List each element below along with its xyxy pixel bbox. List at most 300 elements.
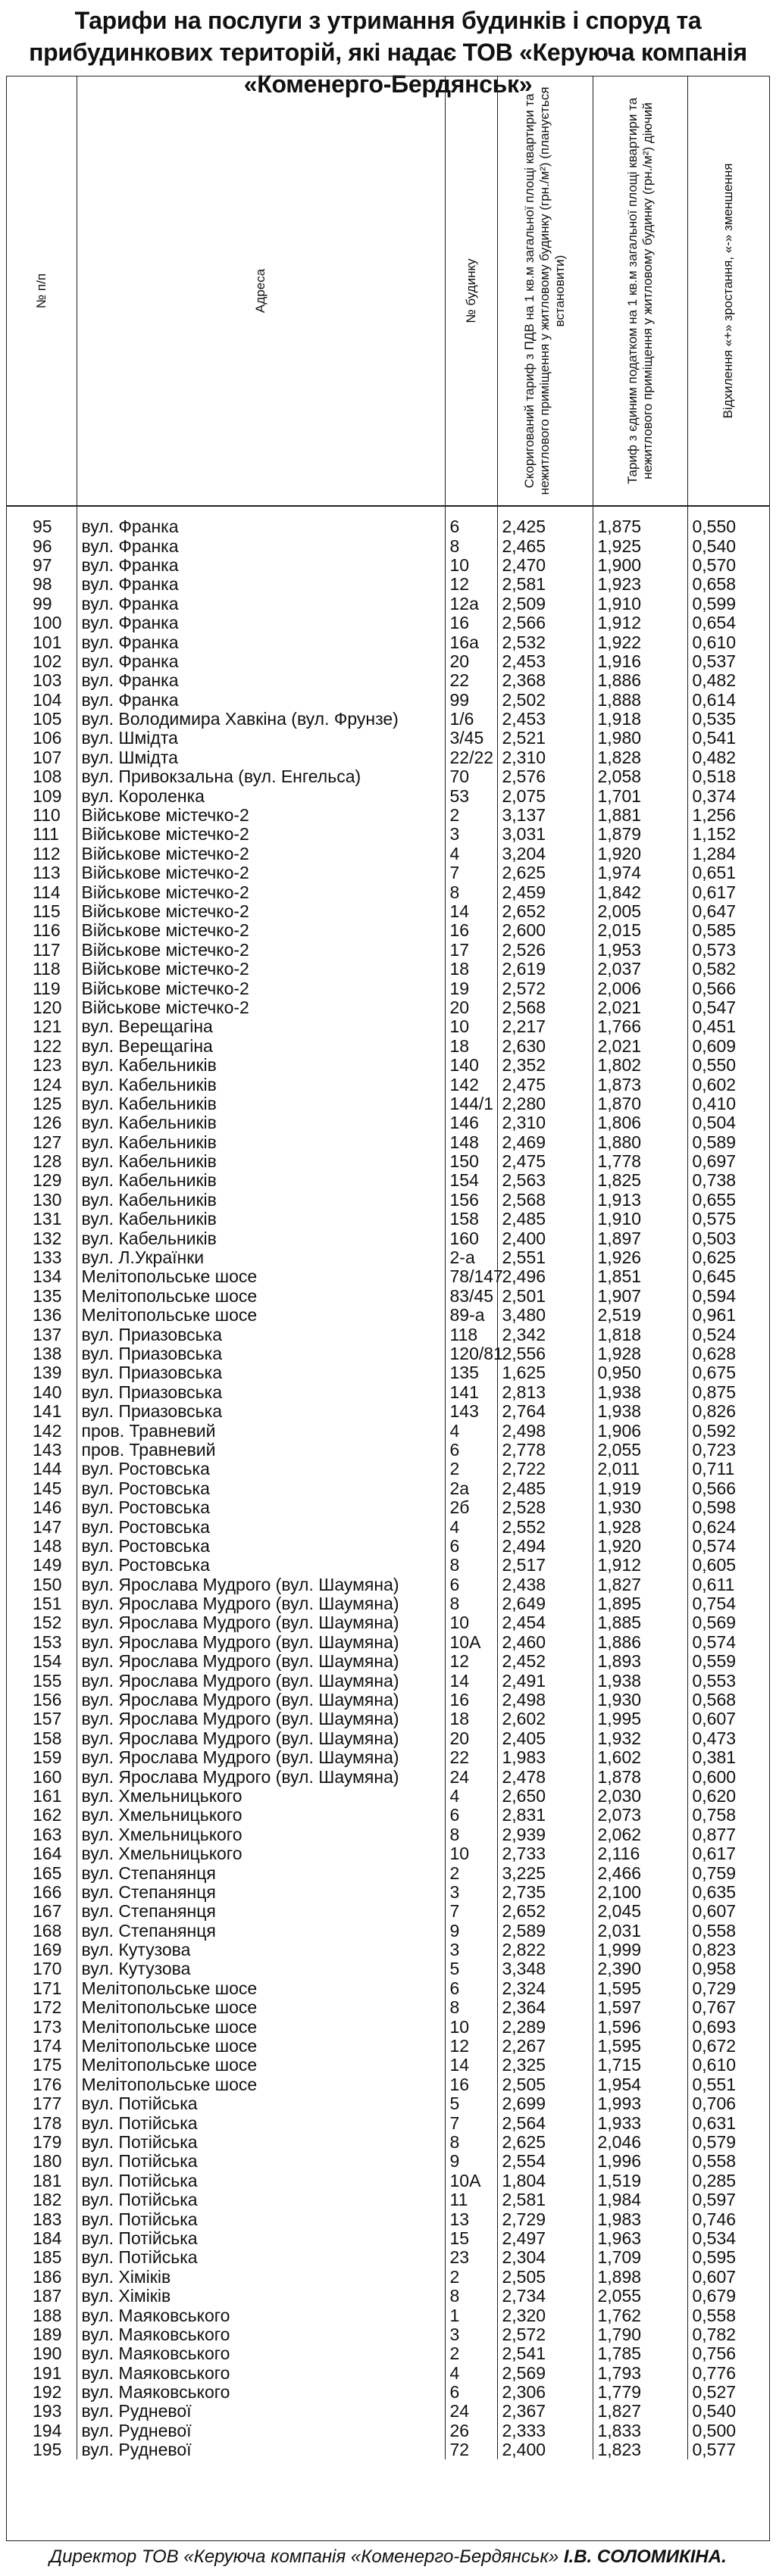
tariff-vat-cell: 2,491 [497, 1671, 593, 1690]
address-cell: вул. Кабельників [77, 1210, 445, 1229]
tariff-vat-cell: 2,734 [497, 2287, 593, 2306]
deviation-cell: 0,958 [687, 1959, 769, 1978]
deviation-cell: 0,381 [687, 1748, 769, 1767]
house-number-cell: 18 [445, 1710, 497, 1728]
tariff-vat-cell: 2,652 [497, 902, 593, 921]
table-row [7, 1441, 769, 1460]
tariff-single-cell: 2,011 [593, 1460, 687, 1478]
tariff-vat-cell: 2,509 [497, 595, 593, 614]
deviation-cell: 0,611 [687, 1575, 769, 1594]
tariff-single-cell: 2,005 [593, 902, 687, 921]
table-row [7, 1075, 769, 1094]
house-number-cell: 1/6 [445, 710, 497, 729]
table-row [7, 1152, 769, 1171]
deviation-cell: 0,582 [687, 960, 769, 979]
tariff-single-cell: 1,995 [593, 1710, 687, 1728]
address-cell: Військове містечко-2 [77, 960, 445, 979]
tariff-vat-cell: 2,576 [497, 767, 593, 786]
header-tariff-single-label: Тариф з єдиним податком на 1 кв.м загальної площі квартири та нежитлового приміщення у житловому будинку (грн./м²) діючий [624, 97, 655, 485]
tariff-single-cell: 1,888 [593, 691, 687, 710]
tariff-single-cell: 2,046 [593, 2133, 687, 2152]
row-number: 195 [7, 2440, 77, 2459]
tariff-single-cell: 1,878 [593, 1767, 687, 1786]
table-row [7, 1748, 769, 1767]
table-row [7, 1959, 769, 1978]
tariff-vat-cell: 2,650 [497, 1787, 593, 1806]
header-deviation [687, 76, 769, 506]
tariff-single-cell: 1,519 [593, 2172, 687, 2190]
tariff-vat-cell: 2,652 [497, 1902, 593, 1921]
tariff-single-cell: 1,963 [593, 2229, 687, 2248]
row-number: 167 [7, 1902, 77, 1921]
row-number: 176 [7, 2075, 77, 2094]
deviation-cell: 0,711 [687, 1460, 769, 1478]
house-number-cell: 24 [445, 1767, 497, 1786]
deviation-cell: 0,625 [687, 1248, 769, 1267]
tariff-single-cell: 1,828 [593, 748, 687, 767]
deviation-cell: 0,607 [687, 1710, 769, 1728]
tariff-single-cell: 2,055 [593, 2287, 687, 2306]
deviation-cell: 0,651 [687, 863, 769, 882]
tariff-single-cell: 1,715 [593, 2056, 687, 2075]
house-number-cell: 2 [445, 2268, 497, 2287]
tariff-vat-cell: 2,485 [497, 1479, 593, 1498]
row-number: 100 [7, 614, 77, 632]
house-number-cell: 12а [445, 595, 497, 614]
deviation-cell: 0,754 [687, 1594, 769, 1613]
row-number: 174 [7, 2037, 77, 2056]
address-cell: вул. Хмельницького [77, 1806, 445, 1825]
table-row [7, 863, 769, 882]
tariff-vat-cell: 1,983 [497, 1748, 593, 1767]
row-number: 158 [7, 1729, 77, 1748]
table-row [7, 845, 769, 863]
address-cell: вул. Степанянця [77, 1902, 445, 1921]
house-number-cell: 7 [445, 1902, 497, 1921]
tariff-single-cell: 1,912 [593, 1556, 687, 1575]
deviation-cell: 0,738 [687, 1171, 769, 1190]
address-cell: вул. Франка [77, 632, 445, 651]
tariff-single-cell: 1,778 [593, 1152, 687, 1171]
tariff-single-cell: 1,938 [593, 1402, 687, 1421]
row-number: 181 [7, 2172, 77, 2190]
row-number: 120 [7, 998, 77, 1017]
tariff-single-cell: 1,596 [593, 2017, 687, 2036]
address-cell: вул. Приазовська [77, 1363, 445, 1382]
tariff-single-cell: 1,779 [593, 2383, 687, 2402]
table-row [7, 1037, 769, 1056]
row-number: 180 [7, 2152, 77, 2171]
address-cell: вул. Маяковського [77, 2364, 445, 2383]
house-number-cell: 158 [445, 1210, 497, 1229]
table-row [7, 1729, 769, 1748]
deviation-cell: 0,826 [687, 1402, 769, 1421]
address-cell: вул. Ростовська [77, 1556, 445, 1575]
deviation-cell: 0,672 [687, 2037, 769, 2056]
deviation-cell: 0,607 [687, 2268, 769, 2287]
row-number: 155 [7, 1671, 77, 1690]
deviation-cell: 0,473 [687, 1729, 769, 1748]
tariff-single-cell: 1,928 [593, 1517, 687, 1536]
tariff-vat-cell: 2,572 [497, 2325, 593, 2344]
table-row [7, 1863, 769, 1882]
row-number: 133 [7, 1248, 77, 1267]
row-number: 166 [7, 1883, 77, 1902]
tariff-vat-cell: 2,310 [497, 748, 593, 767]
table-row [7, 1575, 769, 1594]
deviation-cell: 0,697 [687, 1152, 769, 1171]
row-number: 160 [7, 1767, 77, 1786]
house-number-cell: 154 [445, 1171, 497, 1190]
row-number: 192 [7, 2383, 77, 2402]
tariff-vat-cell: 2,475 [497, 1152, 593, 1171]
house-number-cell: 9 [445, 1922, 497, 1941]
row-number: 149 [7, 1556, 77, 1575]
row-number: 187 [7, 2287, 77, 2306]
tariff-vat-cell: 2,075 [497, 786, 593, 805]
deviation-cell: 0,756 [687, 2344, 769, 2363]
deviation-cell: 0,609 [687, 1037, 769, 1056]
tariff-vat-cell: 2,722 [497, 1460, 593, 1478]
tariff-vat-cell: 2,566 [497, 614, 593, 632]
table-row [7, 1017, 769, 1036]
address-cell: вул. Степанянця [77, 1883, 445, 1902]
tariff-vat-cell: 2,778 [497, 1441, 593, 1460]
address-cell: Військове містечко-2 [77, 998, 445, 1017]
tariff-single-cell: 1,602 [593, 1748, 687, 1767]
row-number: 121 [7, 1017, 77, 1036]
house-number-cell: 89-а [445, 1306, 497, 1325]
house-number-cell: 53 [445, 786, 497, 805]
deviation-cell: 0,534 [687, 2229, 769, 2248]
house-number-cell: 1 [445, 2306, 497, 2325]
house-number-cell: 22/22 [445, 748, 497, 767]
deviation-cell: 0,620 [687, 1787, 769, 1806]
deviation-cell: 0,566 [687, 1479, 769, 1498]
deviation-cell: 0,658 [687, 575, 769, 594]
table-row [7, 941, 769, 960]
tariff-single-cell: 2,021 [593, 1037, 687, 1056]
tariff-single-cell: 1,938 [593, 1671, 687, 1690]
tariff-vat-cell: 2,465 [497, 536, 593, 555]
table-row [7, 825, 769, 844]
address-cell: вул. Приазовська [77, 1402, 445, 1421]
tariff-single-cell: 1,996 [593, 2152, 687, 2171]
house-number-cell: 6 [445, 1441, 497, 1460]
tariff-single-cell: 2,519 [593, 1306, 687, 1325]
address-cell: вул. Потійська [77, 2248, 445, 2267]
deviation-cell: 0,647 [687, 902, 769, 921]
table-row [7, 2094, 769, 2113]
tariff-vat-cell: 2,498 [497, 1421, 593, 1440]
header-tariff-single [593, 76, 687, 506]
row-number: 138 [7, 1344, 77, 1363]
deviation-cell: 0,645 [687, 1267, 769, 1286]
header-tariff-vat [497, 76, 593, 506]
house-number-cell: 10А [445, 2172, 497, 2190]
house-number-cell: 8 [445, 1998, 497, 2017]
house-number-cell: 10 [445, 1844, 497, 1863]
address-cell: вул. Ростовська [77, 1537, 445, 1556]
house-number-cell: 135 [445, 1363, 497, 1382]
address-cell: вул. Кабельників [77, 1152, 445, 1171]
tariff-single-cell: 1,932 [593, 1729, 687, 1748]
deviation-cell: 0,540 [687, 536, 769, 555]
table-row [7, 1306, 769, 1325]
house-number-cell: 2 [445, 806, 497, 825]
table-row [7, 2268, 769, 2287]
house-number-cell: 118 [445, 1325, 497, 1344]
tariff-vat-cell: 2,453 [497, 652, 593, 671]
deviation-cell: 0,577 [687, 2440, 769, 2459]
tariff-single-cell: 1,925 [593, 536, 687, 555]
tariff-vat-cell: 2,831 [497, 1806, 593, 1825]
house-number-cell: 140 [445, 1056, 497, 1075]
address-cell: вул. Кутузова [77, 1941, 445, 1959]
address-cell: вул. Франка [77, 614, 445, 632]
deviation-cell: 0,573 [687, 941, 769, 960]
tariff-single-cell: 1,916 [593, 652, 687, 671]
address-cell: вул. Верещагіна [77, 1017, 445, 1036]
table-row [7, 2152, 769, 2171]
tariff-vat-cell: 2,589 [497, 1922, 593, 1941]
deviation-cell: 0,592 [687, 1421, 769, 1440]
tariff-single-cell: 2,100 [593, 1883, 687, 1902]
address-cell: Військове містечко-2 [77, 902, 445, 921]
address-cell: вул. Маяковського [77, 2344, 445, 2363]
row-number: 136 [7, 1306, 77, 1325]
table-row [7, 506, 769, 536]
deviation-cell: 0,617 [687, 1844, 769, 1863]
deviation-cell: 0,617 [687, 882, 769, 901]
address-cell: вул. Ярослава Мудрого (вул. Шаумяна) [77, 1594, 445, 1613]
address-cell: вул. Приазовська [77, 1325, 445, 1344]
house-number-cell: 3 [445, 825, 497, 844]
table-row [7, 614, 769, 632]
table-row [7, 556, 769, 575]
row-number: 126 [7, 1113, 77, 1132]
row-number: 102 [7, 652, 77, 671]
row-number: 191 [7, 2364, 77, 2383]
tariff-single-cell: 2,030 [593, 1787, 687, 1806]
deviation-cell: 1,256 [687, 806, 769, 825]
deviation-cell: 0,410 [687, 1094, 769, 1113]
tariff-vat-cell: 2,497 [497, 2229, 593, 2248]
tariff-vat-cell: 2,460 [497, 1633, 593, 1652]
table-row [7, 1537, 769, 1556]
address-cell: вул. Франка [77, 595, 445, 614]
tariff-vat-cell: 2,502 [497, 691, 593, 710]
tariff-single-cell: 1,802 [593, 1056, 687, 1075]
address-cell: вул. Приазовська [77, 1383, 445, 1402]
tariff-vat-cell: 2,733 [497, 1844, 593, 1863]
tariff-vat-cell: 2,822 [497, 1941, 593, 1959]
address-cell: вул. Франка [77, 652, 445, 671]
tariff-vat-cell: 2,521 [497, 729, 593, 748]
address-cell: вул. Шмідта [77, 729, 445, 748]
table-row [7, 2113, 769, 2132]
tariff-single-cell: 1,851 [593, 1267, 687, 1286]
deviation-cell: 0,594 [687, 1287, 769, 1306]
row-number: 96 [7, 536, 77, 555]
deviation-cell: 0,767 [687, 1998, 769, 2017]
header-house-label: № будинку [463, 258, 478, 323]
house-number-cell: 4 [445, 845, 497, 863]
row-number: 111 [7, 825, 77, 844]
table-row [7, 1806, 769, 1825]
house-number-cell: 4 [445, 1787, 497, 1806]
address-cell: пров. Травневий [77, 1421, 445, 1440]
address-cell: Військове містечко-2 [77, 863, 445, 882]
row-number: 142 [7, 1421, 77, 1440]
deviation-cell: 0,679 [687, 2287, 769, 2306]
table-row [7, 1767, 769, 1786]
address-cell: Військове містечко-2 [77, 845, 445, 863]
house-number-cell: 20 [445, 652, 497, 671]
deviation-cell: 0,504 [687, 1113, 769, 1132]
row-number: 173 [7, 2017, 77, 2036]
house-number-cell: 8 [445, 1594, 497, 1613]
table-row [7, 1998, 769, 2017]
table-row [7, 2037, 769, 2056]
table-row [7, 2325, 769, 2344]
table-row [7, 1671, 769, 1690]
address-cell: Військове містечко-2 [77, 882, 445, 901]
tariff-single-cell: 1,918 [593, 710, 687, 729]
house-number-cell: 20 [445, 1729, 497, 1748]
tariff-vat-cell: 2,454 [497, 1613, 593, 1632]
row-number: 115 [7, 902, 77, 921]
tariff-single-cell: 1,701 [593, 786, 687, 805]
table-row [7, 1691, 769, 1710]
address-cell: вул. Степанянця [77, 1922, 445, 1941]
deviation-cell: 0,559 [687, 1652, 769, 1671]
tariff-single-cell: 1,906 [593, 1421, 687, 1440]
house-number-cell: 24 [445, 2402, 497, 2421]
table-row [7, 1498, 769, 1517]
tariff-single-cell: 1,953 [593, 941, 687, 960]
address-cell: вул. Потійська [77, 2172, 445, 2190]
row-number: 178 [7, 2113, 77, 2132]
table-row [7, 536, 769, 555]
tariff-single-cell: 1,919 [593, 1479, 687, 1498]
address-cell: пров. Травневий [77, 1441, 445, 1460]
tariff-vat-cell: 3,480 [497, 1306, 593, 1325]
row-number: 116 [7, 921, 77, 940]
address-cell: Мелітопольське шосе [77, 1287, 445, 1306]
tariff-single-cell: 1,980 [593, 729, 687, 748]
tariff-vat-cell: 2,939 [497, 1825, 593, 1844]
row-number: 189 [7, 2325, 77, 2344]
house-number-cell: 150 [445, 1152, 497, 1171]
tariff-vat-cell: 2,699 [497, 2094, 593, 2113]
tariff-single-cell: 2,045 [593, 1902, 687, 1921]
house-number-cell: 16а [445, 632, 497, 651]
house-number-cell: 6 [445, 1575, 497, 1594]
header-house [445, 76, 497, 506]
house-number-cell: 10 [445, 2017, 497, 2036]
house-number-cell: 2а [445, 1479, 497, 1498]
house-number-cell: 5 [445, 2094, 497, 2113]
row-number: 150 [7, 1575, 77, 1594]
deviation-cell: 0,602 [687, 1075, 769, 1094]
header-num-label: № п/п [33, 273, 48, 309]
row-number: 164 [7, 1844, 77, 1863]
tariff-single-cell: 2,021 [593, 998, 687, 1017]
tariff-vat-cell: 2,505 [497, 2268, 593, 2287]
tariff-single-cell: 2,058 [593, 767, 687, 786]
row-number: 183 [7, 2209, 77, 2228]
address-cell: вул. Ростовська [77, 1498, 445, 1517]
house-number-cell: 141 [445, 1383, 497, 1402]
address-cell: вул. Приазовська [77, 1344, 445, 1363]
tariff-single-cell: 2,073 [593, 1806, 687, 1825]
house-number-cell: 15 [445, 2229, 497, 2248]
deviation-cell: 0,655 [687, 1191, 769, 1210]
table-row [7, 1479, 769, 1498]
row-number: 152 [7, 1613, 77, 1632]
table-row [7, 1883, 769, 1902]
table-row [7, 1844, 769, 1863]
address-cell: вул. Франка [77, 556, 445, 575]
tariff-single-cell: 1,938 [593, 1383, 687, 1402]
deviation-cell: 0,524 [687, 1325, 769, 1344]
row-number: 170 [7, 1959, 77, 1978]
house-number-cell: 146 [445, 1113, 497, 1132]
address-cell: вул. Л.Українки [77, 1248, 445, 1267]
tariff-vat-cell: 2,600 [497, 921, 593, 940]
table-row [7, 1171, 769, 1190]
deviation-cell: 0,599 [687, 595, 769, 614]
deviation-cell: 0,693 [687, 2017, 769, 2036]
deviation-cell: 0,569 [687, 1613, 769, 1632]
tariff-single-cell: 1,870 [593, 1094, 687, 1113]
house-number-cell: 72 [445, 2440, 497, 2459]
row-number: 119 [7, 979, 77, 998]
row-number: 101 [7, 632, 77, 651]
table-row [7, 1248, 769, 1267]
table-row [7, 2172, 769, 2190]
row-number: 161 [7, 1787, 77, 1806]
deviation-cell: 0,729 [687, 1979, 769, 1998]
tariff-vat-cell: 2,469 [497, 1133, 593, 1152]
tariff-vat-cell: 2,400 [497, 2440, 593, 2459]
table-row [7, 2190, 769, 2209]
address-cell: вул. Франка [77, 536, 445, 555]
footer-signature: І.В. СОЛОМИКІНА. [563, 2546, 727, 2567]
address-cell: вул. Хіміків [77, 2287, 445, 2306]
row-number: 137 [7, 1325, 77, 1344]
table-row [7, 979, 769, 998]
deviation-cell: 0,558 [687, 2306, 769, 2325]
row-number: 163 [7, 1825, 77, 1844]
house-number-cell: 3 [445, 1941, 497, 1959]
house-number-cell: 78/147 [445, 1267, 497, 1286]
deviation-cell: 0,285 [687, 2172, 769, 2190]
tariff-vat-cell: 3,348 [497, 1959, 593, 1978]
tariff-single-cell: 1,806 [593, 1113, 687, 1132]
deviation-cell: 1,284 [687, 845, 769, 863]
table-row [7, 1402, 769, 1421]
address-cell: вул. Хмельницького [77, 1844, 445, 1863]
address-cell: вул. Володимира Хавкіна (вул. Фрунзе) [77, 710, 445, 729]
row-number: 162 [7, 1806, 77, 1825]
house-number-cell: 8 [445, 882, 497, 901]
tariff-vat-cell: 2,735 [497, 1883, 593, 1902]
deviation-cell: 0,482 [687, 748, 769, 767]
house-number-cell: 16 [445, 2075, 497, 2094]
row-number: 169 [7, 1941, 77, 1959]
